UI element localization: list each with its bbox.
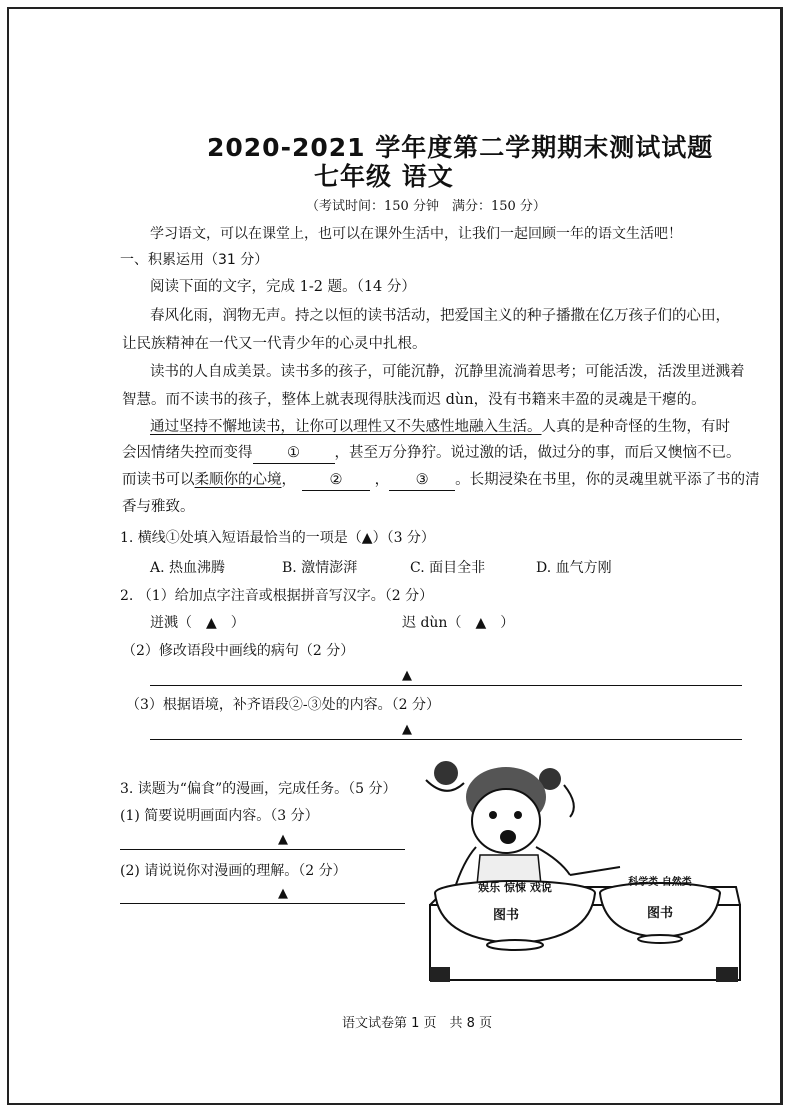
paragraph-1-line-1: 春风化雨，润物无声。持之以恒的读书活动，把爱国主义的种子播撒在亿万孩子们的心田， xyxy=(150,308,730,324)
option-d: D. 血气方刚 xyxy=(536,560,612,576)
paragraph-3-line-3: 而读书可以柔顺你的心境， ② ， ③ 。长期浸染在书里，你的灵魂里就平添了书的清 xyxy=(122,467,760,493)
paragraph-3-line-3-comma: ， xyxy=(281,472,296,488)
exam-meta: （考试时间：150 分钟 满分：150 分） xyxy=(306,199,546,214)
right-food-text: 科学类 自然类 xyxy=(628,877,692,888)
blank-1: ① xyxy=(253,443,335,464)
bowl-left-label: 图书 xyxy=(492,908,520,923)
question-3-stem: 3. 读题为“偏食”的漫画，完成任务。（5 分） xyxy=(120,781,397,797)
paragraph-2-line-1: 读书的人自成美景。读书多的孩子，可能沉静，沉静里流淌着思考；可能活泼，活泼里迸溅着 xyxy=(150,364,745,380)
question-3-part-2: (2) 请说说你对漫画的理解。（2 分） xyxy=(120,863,347,879)
exam-intro: 学习语文，可以在课堂上，也可以在课外生活中，让我们一起回顾一年的语文生活吧！ xyxy=(150,226,682,242)
question-2-stem: 2. （1）给加点字注音或根据拼音写汉字。（2 分） xyxy=(120,588,434,604)
underlined-phrase: 柔顺你的心境 xyxy=(194,472,282,488)
page-footer: 语文试卷第 1 页 共 8 页 xyxy=(342,1016,493,1031)
paragraph-3-line-2-a: 会因情绪失控而变得 xyxy=(122,445,253,461)
question-2-part-3: （3）根据语境，补齐语段②-③处的内容。（2 分） xyxy=(126,697,440,713)
answer-line[interactable] xyxy=(150,739,742,740)
option-a: A. 热血沸腾 xyxy=(150,560,226,576)
answer-line[interactable] xyxy=(120,849,405,850)
question-1-stem: 1. 横线①处填入短语最恰当的一项是（▲）（3 分） xyxy=(120,530,435,546)
question-3-part-1: (1) 简要说明画面内容。（3 分） xyxy=(120,808,319,824)
exam-subtitle: 七年级 语文 xyxy=(314,162,454,191)
underlined-sentence: 通过坚持不懈地读书，让你可以理性又不失感性地融入生活。 xyxy=(150,419,542,435)
blank-2: ② xyxy=(302,470,370,491)
question-2-part-2: （2）修改语段中画线的病句（2 分） xyxy=(122,643,355,659)
answer-mark: ▲ xyxy=(278,886,288,901)
paragraph-2-line-2: 智慧。而不读书的孩子，整体上就表现得肤浅而迟 dùn，没有书籍来丰盈的灵魂是干瘪的。 xyxy=(122,392,706,408)
bowl-right-label: 图书 xyxy=(646,906,674,921)
answer-line[interactable] xyxy=(150,685,742,686)
paragraph-3-line-1-rest: 人真的是种奇怪的生物，有时 xyxy=(541,419,730,435)
paragraph-1-line-2: 让民族精神在一代又一代青少年的心灵中扎根。 xyxy=(122,336,427,352)
answer-mark: ▲ xyxy=(402,668,412,683)
question-2-item-1: 迸溅（ ▲ ） xyxy=(150,615,245,631)
question-2-item-2: 迟 dùn（ ▲ ） xyxy=(402,615,515,631)
answer-line[interactable] xyxy=(120,903,405,904)
paragraph-3-line-1 xyxy=(150,414,730,440)
option-c: C. 面目全非 xyxy=(410,560,486,576)
left-food-text: 娱乐 惊悚 戏说 xyxy=(478,881,552,894)
paragraph-3-line-2-b: ，甚至万分狰狞。说过激的话，做过分的事，而后又懊恼不已。 xyxy=(334,445,741,461)
paragraph-3-line-2 xyxy=(122,440,741,466)
exam-title: 2020-2021 学年度第二学期期末测试试题 xyxy=(207,133,714,162)
paragraph-3-line-3-a: 而读书可以 xyxy=(122,472,195,488)
reading-instruction: 阅读下面的文字，完成 1-2 题。（14 分） xyxy=(150,279,416,295)
answer-mark: ▲ xyxy=(278,832,288,847)
option-b: B. 激情澎湃 xyxy=(282,560,358,576)
paragraph-3-line-3-c: 。长期浸染在书里，你的灵魂里就平添了书的清 xyxy=(455,472,760,488)
blank-3: ③ xyxy=(389,470,455,491)
cartoon-picky-eating xyxy=(420,755,750,995)
section-heading: 一、积累运用（31 分） xyxy=(120,252,269,268)
answer-mark: ▲ xyxy=(402,722,412,737)
paragraph-3-line-4: 香与雅致。 xyxy=(122,499,195,515)
